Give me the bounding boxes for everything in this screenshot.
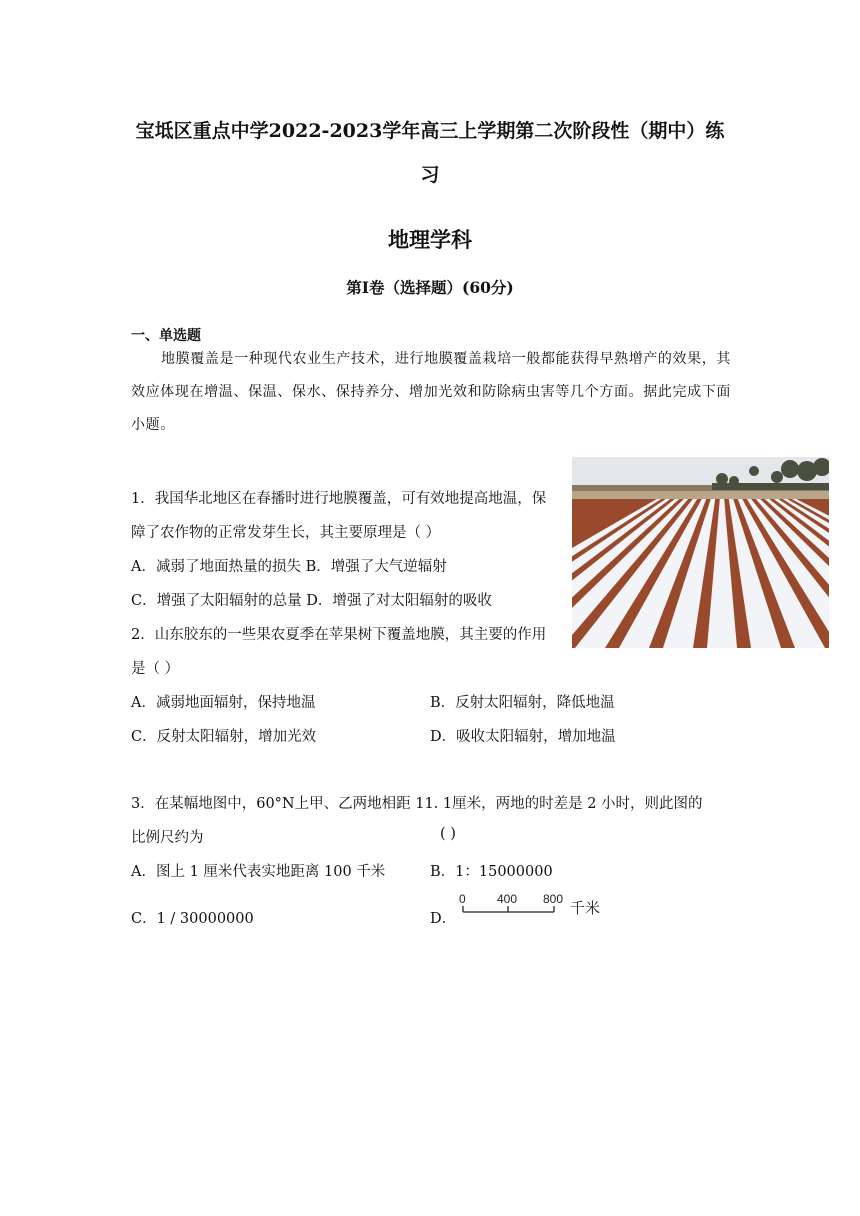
section-heading: 一、单选题 (131, 328, 201, 344)
q1-options-row-2: C．增强了太阳辐射的总量 D．增强了对太阳辐射的吸收 (131, 593, 492, 609)
q3-answer-bracket: ( ) (440, 826, 456, 842)
q3-option-c: C．1 / 30000000 (131, 911, 254, 927)
subject-title: 地理学科 (388, 227, 472, 252)
q2-stem-line-1: 2．山东胶东的一些果农夏季在苹果树下覆盖地膜，其主要的作用 (131, 627, 547, 643)
q3-option-a: A．图上 1 厘米代表实地距离 100 千米 (131, 864, 386, 880)
q2-option-c: C．反射太阳辐射，增加光效 (131, 729, 317, 745)
title-line-2: 习 (420, 164, 440, 186)
scale-bar (456, 892, 606, 924)
q3-stem-line-2: 比例尺约为 (131, 830, 204, 846)
q1-options-row-1: A．减弱了地面热量的损失 B．增强了大气逆辐射 (131, 559, 447, 575)
q2-option-d: D．吸收太阳辐射，增加地温 (430, 729, 616, 745)
scale-tick-800: 800 (543, 892, 564, 906)
scale-unit: 千米 (570, 899, 601, 917)
field-photo (572, 457, 829, 648)
scale-tick-0: 0 (459, 892, 466, 906)
q1-stem-line-2: 障了农作物的正常发芽生长，其主要原理是（ ） (131, 525, 441, 541)
q2-option-b: B．反射太阳辐射，降低地温 (430, 695, 615, 711)
q3-option-d-label: D． (430, 911, 457, 927)
q3-option-b: B．1：15000000 (430, 864, 553, 880)
q3-stem-line-1: 3．在某幅地图中，60°N上甲、乙两地相距 11. 1厘米，两地的时差是 2 小时，则此图的 (131, 796, 703, 812)
q2-option-a: A．减弱地面辐射，保持地温 (131, 695, 316, 711)
intro-paragraph: 地膜覆盖是一种现代农业生产技术，进行地膜覆盖栽培一般都能获得早熟增产的效果，其效应体现在增温、保温、保水、保持养分、增加光效和防除病虫害等几个方面。据此完成下面小题。 (131, 351, 731, 433)
part-heading: 第Ⅰ卷（选择题）(60分) (346, 278, 514, 297)
q2-stem-line-2: 是（ ） (131, 661, 180, 677)
q1-stem-line-1: 1．我国华北地区在春播时进行地膜覆盖，可有效地提高地温，保 (131, 491, 547, 507)
scale-tick-400: 400 (497, 892, 518, 906)
title-line-1: 宝坻区重点中学2022-2023学年高三上学期第二次阶段性（期中）练 (135, 120, 725, 142)
